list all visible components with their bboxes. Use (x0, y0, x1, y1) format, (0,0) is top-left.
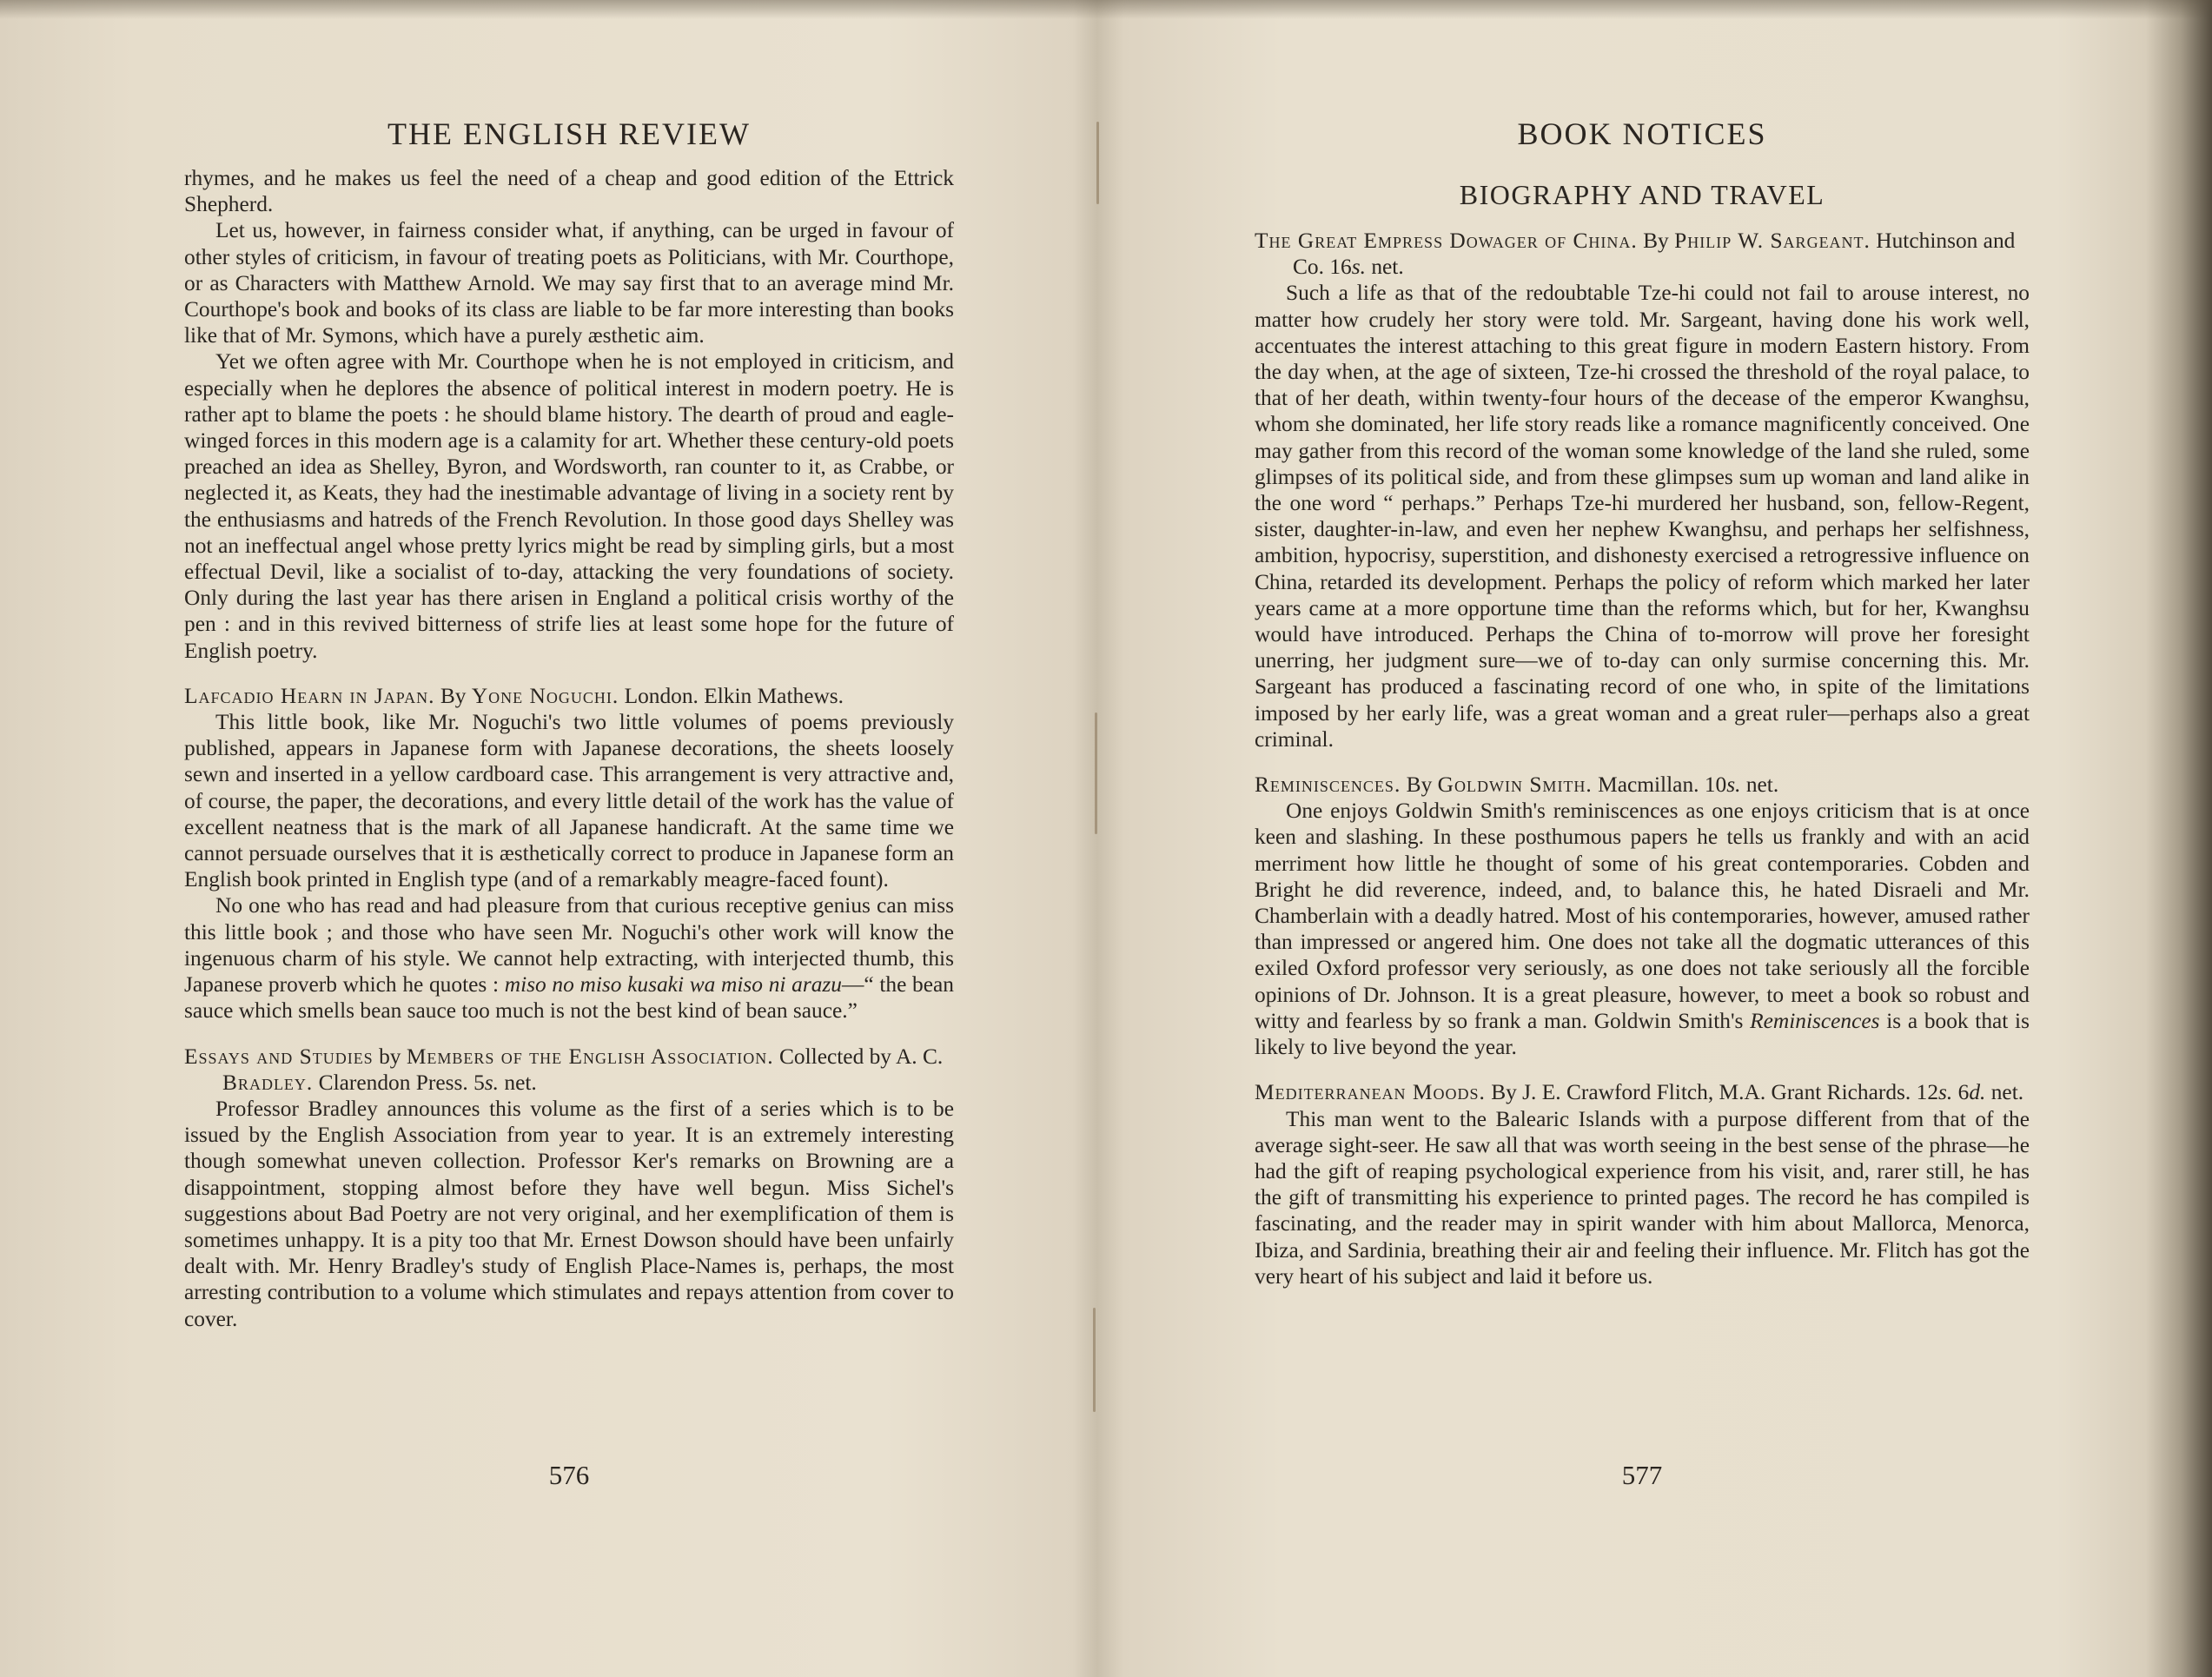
body-paragraph: This man went to the Balearic Islands with a purpose different from that of the average sight-seer. He saw all that was worth seeing in the best sense of the phrase—he had the gift of reaping psychological experience from his visit, and, rarer still, he has the gift of transmitting his experience to printed pages. The record he has compiled is fascinating, and the reader may in spirit wander with him about Mallorca, Menorca, Ibiza, and Sardinia, breathing their air and feeling their influence. Mr. Flitch has got the very heart of his subject and laid it before us. (1255, 1106, 2030, 1289)
notice-title: The Great Empress Dowager of China. (1255, 229, 1638, 253)
paragraph-text: is a book that is likely to live beyond the year. (1255, 1008, 2030, 1060)
notice-title: Essays and Studies (184, 1044, 374, 1069)
notice-title: Mediterranean Moods. (1255, 1080, 1486, 1105)
right-text-block (1255, 228, 2030, 1289)
section-heading: BIOGRAPHY AND TRAVEL (1459, 179, 1825, 210)
notice-price-unit: s. (484, 1070, 500, 1095)
notice-title: Reminiscences. (1255, 772, 1401, 798)
notice-price: 10 (1704, 772, 1727, 798)
notice-author: Members of the English Association. (406, 1044, 774, 1069)
right-page (1255, 0, 2030, 1677)
notice-net: net. (1371, 255, 1404, 280)
notice-heading-essays (184, 1044, 954, 1096)
notice-publisher: Macmillan. (1598, 772, 1699, 798)
notice-publisher: Clarendon Press. (318, 1070, 468, 1095)
body-paragraph: Yet we often agree with Mr. Courthope when he is not employed in criticism, and especially when he deplores the absence of political interest in modern poetry. He is rather apt to blame the poets : he should blame history. The dearth of proud and eagle-winged forces in this modern age is a calamity for art. Whether these century-old poets preached an idea as Shelley, Byron, and Wordsworth, ran counter to it, as Crabbe, or neglected it, as Keats, they had the inestimable advantage of living in a society rent by the enthusiasms and hatreds of the French Revolution. In those good days Shelley was not an ineffectual angel whose pretty lyrics might be read by simpling girls, but a most effectual Devil, like a socialist of to-day, attacking the very foundations of society. Only during the last year has there arisen in England a political crisis worthy of the pen : and in this revived bitterness of strife lies at least some hope for the future of English poetry. (184, 349, 954, 663)
page-number: 577 (1621, 1460, 1663, 1490)
body-paragraph (184, 892, 954, 1024)
gutter-binding-mark (1093, 1308, 1096, 1412)
notice-price: 5 (474, 1070, 485, 1095)
notice-collected: Collected by A. C. (778, 1044, 944, 1069)
body-paragraph: Professor Bradley announces this volume as the first of a series which is to be issued by the English Association from year to year. It is an extremely interesting though somewhat uneven collection. Professor Ker's remarks on Browning are a disappointment, stopping almost before they have well begun. Miss Sichel's suggestions about Bad Poetry are not very original, and her exemplification of them is sometimes unhappy. It is a pity too that Mr. Ernest Dowson should have been unfairly dealt with. Mr. Henry Bradley's study of English Place-Names is, perhaps, the most arresting contribution to a volume which stimulates and repays attention from cover to cover. (184, 1096, 954, 1331)
notice-author: Goldwin Smith. (1437, 772, 1593, 798)
paragraph-text: One enjoys Goldwin Smith's reminiscences as one enjoys criticism that is at once keen and slashing. In these posthumous papers he tells us frankly and with an acid merriment how little he thought of some of his great contemporaries. Cobden and Bright he did reverence, indeed, and, to balance this, he hated Disraeli and Mr. Chamberlain with a deadly hatred. Most of his contemporaries, however, amused rather than impressed or angered him. One does not take all the dogmatic utterances of this exiled Oxford professor very seriously, as one does not take seriously all the forcible opinions of Dr. Johnson. It is a great pleasure, however, to meet a book so robust and witty and fearless by so frank a man. Goldwin Smith's (1255, 799, 2030, 1033)
notice-price-unit: d. (1969, 1080, 1986, 1105)
notice-price: 12 (1916, 1080, 1939, 1105)
notice-by: By (1643, 229, 1669, 253)
notice-heading-hearn (184, 683, 954, 709)
notice-author: Yone Noguchi. (471, 683, 619, 708)
gutter-binding-mark (1095, 713, 1097, 834)
notice-price: 16 (1329, 255, 1352, 280)
notice-net: net. (1990, 1080, 2024, 1105)
running-head: THE ENGLISH REVIEW (387, 116, 751, 151)
notice-publisher: Hutchinson and Co. (1293, 229, 2016, 280)
left-page (184, 0, 954, 1677)
body-paragraph: This little book, like Mr. Noguchi's two little volumes of poems previously published, appears in Japanese form with Japanese decorations, the sheets loosely sewn and inserted in a yellow cardboard case. This arrangement is very attractive and, of course, the paper, the decorations, and every little detail of the work has the value of excellent neatness that is the mark of all Japanese handicraft. At the same time we cannot persuade ourselves that it is æsthetically correct to produce in Japanese form an English book printed in English type (and of a remarkably meagre-faced fount). (184, 710, 954, 892)
notice-heading-empress (1255, 228, 2030, 280)
notice-author: Philip W. Sargeant. (1674, 229, 1871, 253)
italic-book-title: Reminiscences (1750, 1008, 1880, 1033)
notice-title: Lafcadio Hearn in Japan. (184, 683, 435, 708)
notice-net: net. (504, 1070, 537, 1095)
body-paragraph (1255, 798, 2030, 1060)
notice-heading-reminiscences (1255, 772, 2030, 798)
notice-price: 6 (1957, 1080, 1970, 1105)
notice-price-unit: s. (1938, 1080, 1953, 1105)
notice-by: By (440, 683, 467, 708)
notice-author: By J. E. Crawford Flitch, M.A. Grant Richards. (1491, 1080, 1911, 1105)
notice-net: net. (1745, 772, 1779, 798)
notice-heading-moods (1255, 1079, 2030, 1105)
body-paragraph: Let us, however, in fairness consider what, if anything, can be urged in favour of other styles of criticism, in favour of treating poets as Politicians, with Mr. Courthope, or as Characters with Matthew Arnold. We may say first that to an average mind Mr. Courthope's book and books of its class are liable to be far more interesting than books like that of Mr. Symons, which have a purely æsthetic aim. (184, 218, 954, 348)
body-paragraph: Such a life as that of the redoubtable Tze-hi could not fail to arouse interest, no matter how crudely her story were told. Mr. Sargeant, having done his work well, accentuates the interest attaching to this great figure in modern Eastern history. From the day when, at the age of sixteen, Tze-hi crossed the threshold of the royal palace, to that of her death, within twenty-four hours of the decease of the emperor Kwanghsu, whom she dominated, her life story reads like a romance magnificently conceived. One may gather from this record of the woman some knowledge of the land she ruled, some glimpses of its political side, and from these glimpses sum up woman and land alike in the one word “ perhaps.” Perhaps Tze-hi murdered her husband, son, fellow-Regent, sister, daughter-in-law, and even her nephew Kwanghsu, and perhaps her selfishness, ambition, hypocrisy, superstition, and dishonesty exercised a retrogressive influence on China, retarded its development. Perhaps the policy of reform which marked her later years came at a more opportune time than the reforms which, but for her, Kwanghsu would have introduced. Perhaps the China of to-morrow will prove her foresight unerring, her judgment sure—we of to-day can only surmise concerning this. Mr. Sargeant has produced a fascinating record of one who, in spite of the limitations imposed by her early life, was a great woman and a great ruler—perhaps also a great criminal. (1255, 281, 2030, 752)
running-head: BOOK NOTICES (1517, 116, 1767, 151)
paragraph-text: No one who has read and had pleasure from that curious receptive genius can miss this little book ; and those who have seen Mr. Noguchi's other work will know the ingenuous charm of his style. We cannot help extracting, with interjected thumb, this Japanese proverb which he quotes : (184, 893, 954, 998)
left-text-block (184, 165, 954, 1332)
page-number: 576 (548, 1460, 590, 1490)
japanese-proverb: miso no miso kusaki wa miso ni arazu (504, 972, 842, 998)
gutter-binding-mark (1096, 122, 1099, 204)
notice-price-unit: s. (1351, 255, 1366, 280)
notice-by: By (1406, 772, 1433, 798)
notice-price-unit: s. (1726, 772, 1741, 798)
notice-by: by (379, 1044, 401, 1069)
continued-paragraph: rhymes, and he makes us feel the need of a cheap and good edition of the Ettrick Shepherd. (184, 166, 954, 217)
notice-publisher: London. Elkin Mathews. (624, 683, 844, 708)
notice-editor: Bradley. (222, 1070, 314, 1095)
paragraph-text: —“ the bean sauce which smells bean sauce too much is not the best kind of bean sauce.” (184, 972, 954, 1024)
